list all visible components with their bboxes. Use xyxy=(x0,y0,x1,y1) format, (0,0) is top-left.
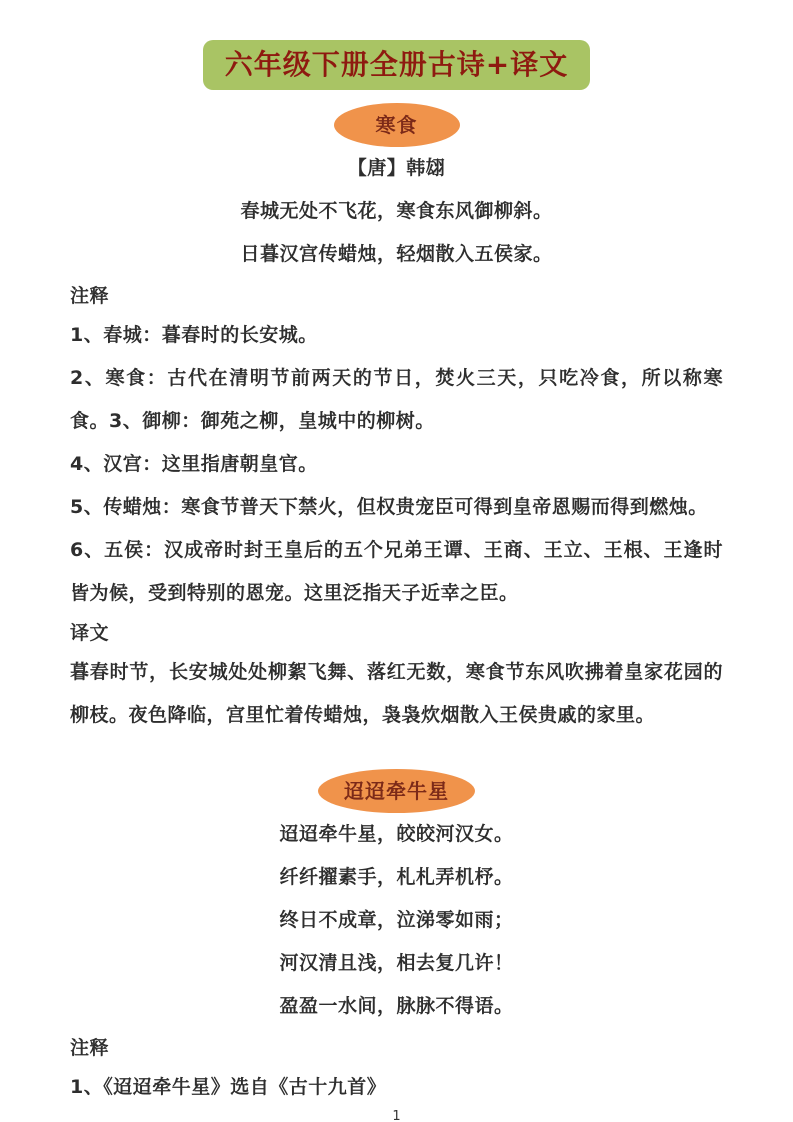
poem-line: 纤纤擢素手，札札弄机杼。 xyxy=(279,866,514,888)
poem-line: 终日不成章，泣涕零如雨； xyxy=(279,909,514,931)
poem-line: 迢迢牵牛星，皎皎河汉女。 xyxy=(279,823,514,845)
section-tiaotiao xyxy=(0,813,793,1109)
note-item: 4、汉宫：这里指唐朝皇官。 xyxy=(70,453,318,475)
notes-heading: 注释 xyxy=(70,1037,110,1059)
page-number: 1 xyxy=(392,1109,401,1122)
notes-heading: 注释 xyxy=(70,285,110,307)
note-item: 5、传蜡烛：寒食节普天下禁火，但权贵宠臣可得到皇帝恩赐而得到燃烛。 xyxy=(70,496,708,518)
poem-title-badge xyxy=(318,769,475,813)
poem-title: 寒食 xyxy=(375,113,418,137)
poem-line: 盈盈一水间，脉脉不得语。 xyxy=(279,995,514,1017)
poem-author: 【唐】韩翃 xyxy=(347,157,446,179)
poem-line: 日暮汉宫传蜡烛，轻烟散入五侯家。 xyxy=(240,243,553,265)
title-banner xyxy=(203,40,590,90)
page-title: 六年级下册全册古诗+译文 xyxy=(224,48,569,81)
translation-text: 暮春时节，长安城处处柳絮飞舞、落红无数，寒食节东风吹拂着皇家花园的柳枝。夜色降临，宫里忙着传蜡烛，袅袅炊烟散入王侯贵戚的家里。 xyxy=(70,661,723,726)
note-item: 1、春城：暮春时的长安城。 xyxy=(70,324,318,346)
note-item: 1、《迢迢牵牛星》选自《古十九首》 xyxy=(70,1076,387,1098)
poem-title: 迢迢牵牛星 xyxy=(344,779,449,803)
poem-line: 河汉清且浅，相去复几许！ xyxy=(279,952,514,974)
translation-heading: 译文 xyxy=(70,622,110,644)
poem-line: 春城无处不飞花，寒食东风御柳斜。 xyxy=(240,200,553,222)
note-item: 2、寒食：古代在清明节前两天的节日，焚火三天，只吃冷食，所以称寒食。3、御柳：御苑之柳，皇城中的柳树。 xyxy=(70,367,723,432)
section-hanshi xyxy=(0,147,793,737)
note-item: 6、五侯：汉成帝时封王皇后的五个兄弟王谭、王商、王立、王根、王逢时皆为候，受到特别的恩宠。这里泛指天子近幸之臣。 xyxy=(70,539,723,604)
poem-title-badge xyxy=(334,103,460,147)
